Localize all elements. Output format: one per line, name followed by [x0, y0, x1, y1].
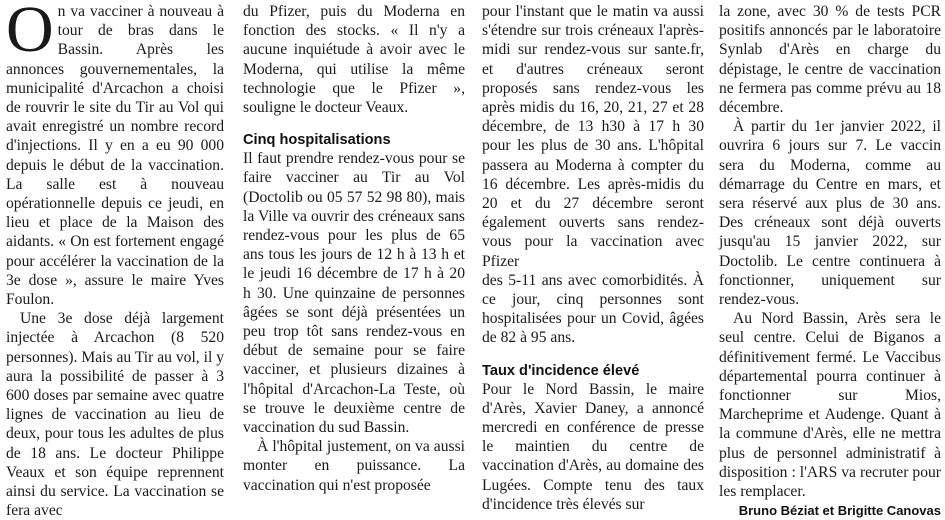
- paragraph: Au Nord Bassin, Arès sera le seul centre. Celui de Biganos a définitivement fermé. Le Vaccibus départemental pourra continuer à fonctionner sur Mios, Marcheprime et Audenge. Quant à la commune d'Arès, elle ne mettra plus de personnel administratif à disposition : l'ARS va recruter pour les remplacer.: [719, 310, 941, 501]
- paragraph: Une 3e dose déjà largement injectée à Arcachon (8 520 personnes). Mais au Tir au vol, il y aura la possibilité de passer à 3 600 doses par semaine avec quatre lignes de vaccination au lieu de deux, pour tous les adultes de plus de 18 ans. Le docteur Philippe Veaux et son équipe reprennent ainsi du service. La vaccination se fera avec: [6, 310, 224, 520]
- section-subheading: Taux d'incidence élevé: [482, 362, 640, 379]
- paragraph: pour l'instant que le matin va aussi s'étendre sur trois créneaux l'après-midi sur rendez-vous sur sante.fr, et d'autres créneaux seront proposés sans rendez-vous les après midis du 16, 20, 21, 27 et 28 décembre, de 13 h30 à 17 h 30 pour les plus de 30 ans. L'hôpital passera au Moderna à compter du 16 décembre. Les après-midis du 20 et du 27 décembre seront également ouverts sans rendez-vous pour la vaccination avec Pfizer: [482, 3, 704, 270]
- section-subheading: Cinq hospitalisations: [243, 132, 391, 149]
- paragraph: À partir du 1er janvier 2022, il ouvrira 6 jours sur 7. Le vaccin sera du Moderna, comme au démarrage du Centre en mars, et sera réservé aux plus de 30 ans. Des créneaux sont déjà ouverts jusqu'au 15 janvier 2022, sur Doctolib. Le centre continuera à fonctionner, uniquement sur rendez-vous.: [719, 118, 941, 309]
- paragraph: des 5-11 ans avec comorbidités. À ce jour, cinq personnes sont hospitalisées pour un Covid, âgées de 82 à 95 ans.: [482, 271, 704, 347]
- intro-text: n va vacciner à nouveau à tour de bras dans le Bassin. Après les annonces gouvernementales, la municipalité d'Arcachon a choisi de rouvrir le site du Tir au Vol qui avait enregistré un nombre record d'injections. Il y en a eu 90 000 depuis le début de la vaccination. La salle est à nouveau opérationnelle depuis ce jeudi, en lieu et place de la Maison des aidants. « On est fortement engagé pour accélérer la vaccination de la 3e dose », assure le maire Yves Foulon.: [6, 3, 224, 309]
- paragraph-intro: [6, 2, 224, 309]
- column-4: [719, 2, 941, 519]
- column-1: [6, 0, 224, 520]
- column-3: [482, 2, 704, 513]
- paragraph: du Pfizer, puis du Moderna en fonction des stocks. « Il n'y a aucune inquiétude à avoir avec le Moderna, qui utilise la même technologie que le Pfizer », souligne le docteur Veaux.: [243, 3, 465, 117]
- paragraph: Il faut prendre rendez-vous pour se faire vacciner au Tir au Vol (Doctolib ou 05 57 52 98 80), mais la Ville va ouvrir des créneaux sans rendez-vous pour les plus de 65 ans tous les jours de 12 h à 13 h et le jeudi 16 décembre de 17 h à 20 h 30. Une quinzaine de personnes âgées se sont déjà présentées un peu trop tôt sans rendez-vous en début de semaine pour se faire vacciner, et plusieurs dizaines à l'hôpital d'Arcachon-La Teste, où se trouve le deuxième centre de vaccination du sud Bassin.: [243, 150, 465, 437]
- paragraph: Pour le Nord Bassin, le maire d'Arès, Xavier Daney, a annoncé mercredi en conférence de presse le maintien du centre de vaccination d'Arès, au domaine des Lugées. Compte tenu des taux d'incidence très élevés sur: [482, 380, 704, 513]
- column-2: [243, 2, 465, 494]
- drop-cap: O: [6, 0, 54, 66]
- paragraph: À l'hôpital justement, on va aussi monter en puissance. La vaccination qui n'est proposée: [243, 438, 465, 494]
- byline: Bruno Béziat et Brigitte Canovas: [738, 503, 941, 519]
- paragraph: la zone, avec 30 % de tests PCR positifs annoncés par le laboratoire Synlab d'Arès en charge du dépistage, le centre de vaccination ne fermera pas comme prévu au 18 décembre.: [719, 3, 941, 117]
